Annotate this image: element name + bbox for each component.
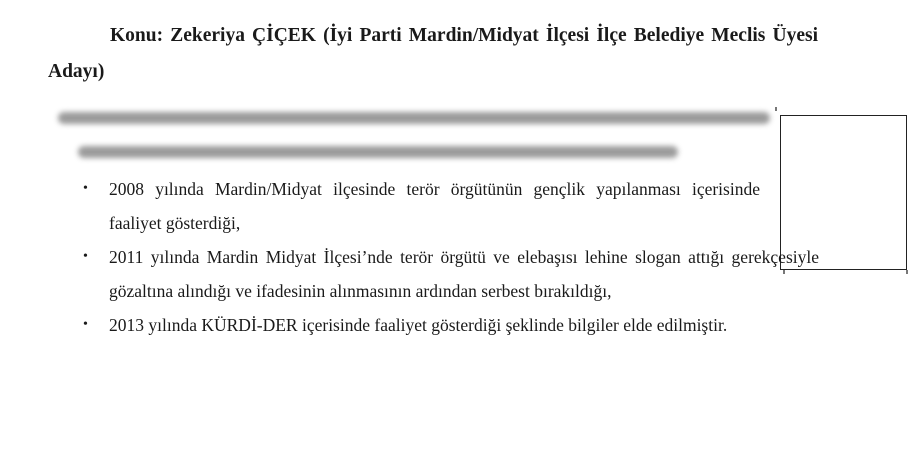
redacted-line-2 <box>78 146 678 158</box>
bullet-dot-icon: • <box>83 249 88 264</box>
crop-mark <box>775 107 777 111</box>
findings-list <box>0 172 819 342</box>
list-item <box>0 240 819 308</box>
list-item-text: 2013 yılında KÜRDİ-DER içerisinde faaliyet gösterdiği şeklinde bilgiler elde edilmiştir. <box>109 315 728 335</box>
crop-mark <box>906 270 908 274</box>
subject-heading: Konu: Zekeriya ÇİÇEK (İyi Parti Mardin/Midyat İlçesi İlçe Belediye Meclis Üyesi Adayı) <box>48 25 818 82</box>
bullet-dot-icon: • <box>83 181 88 196</box>
bullet-dot-icon: • <box>83 317 88 332</box>
redacted-line-1 <box>58 112 770 124</box>
list-item <box>0 172 760 240</box>
list-item-text: 2008 yılında Mardin/Midyat ilçesinde terör örgütünün gençlik yapılanması içerisinde faaliyet gösterdiği, <box>109 179 760 233</box>
list-item-text: 2011 yılında Mardin Midyat İlçesi’nde terör örgütü ve elebaşısı lehine slogan attığı gerekçesiyle gözaltına alındığı ve ifadesinin alınmasının ardından serbest bırakıldığı, <box>109 247 819 301</box>
list-item <box>0 308 819 342</box>
